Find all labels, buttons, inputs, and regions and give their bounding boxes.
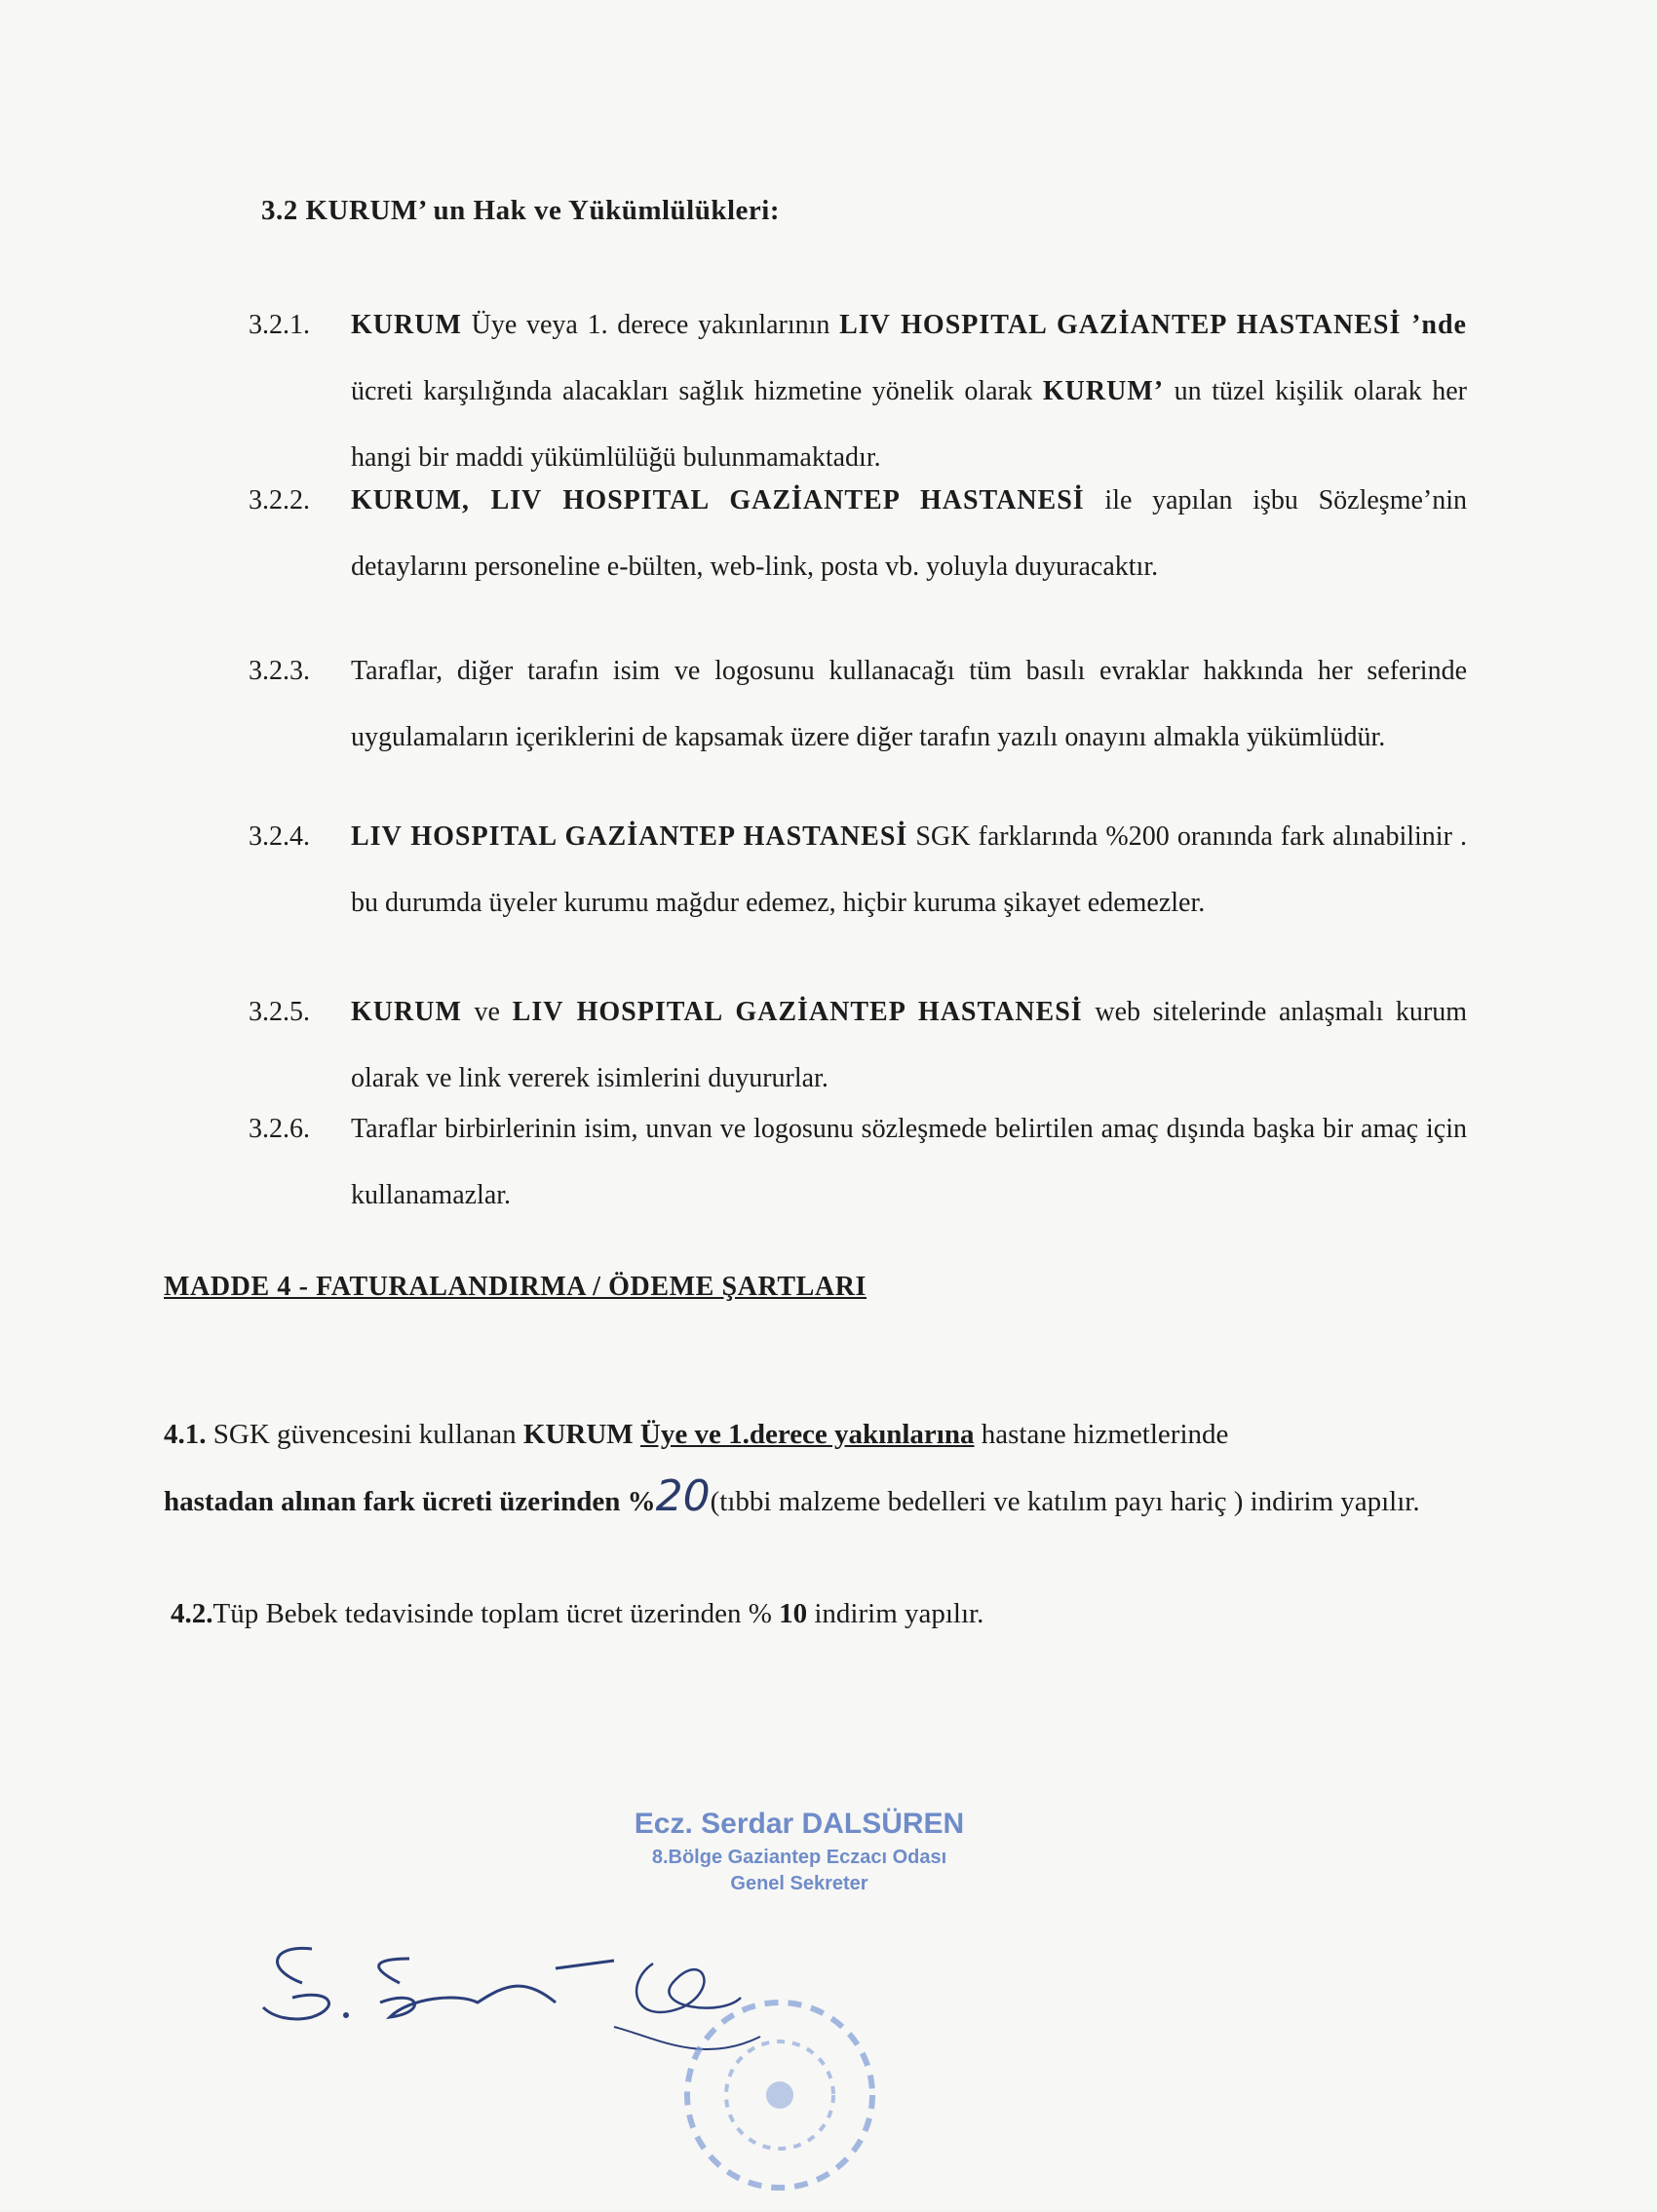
clause-number: 3.2.1. <box>249 310 310 340</box>
handwritten-percent: 20 <box>655 1471 711 1521</box>
clause-3-2-3 <box>249 638 1467 771</box>
clause-text: KURUM, LIV HOSPITAL GAZİANTEP HASTANESİ ile yapılan işbu Sözleşme’nin detaylarını personeline e-bülten, web-link, posta vb. yoluyla duyuracaktır. <box>351 485 1467 582</box>
clause-3-2-2 <box>249 468 1467 600</box>
clause-text: LIV HOSPITAL GAZİANTEP HASTANESİ SGK farklarında %200 oranında fark alınabilinir . bu durumda üyeler kurumu mağdur edemez, hiçbir kuruma şikayet edemezler. <box>351 821 1468 918</box>
madde-4-heading: MADDE 4 - FATURALANDIRMA / ÖDEME ŞARTLARI <box>164 1272 867 1302</box>
clause-3-2-6 <box>249 1096 1467 1229</box>
clause-text: Taraflar, diğer tarafın isim ve logosunu kullanacağı tüm basılı evraklar hakkında her seferinde uygulamaların içeriklerini de kapsamak üzere diğer tarafın yazılı onayını almakla yükümlüdür. <box>351 656 1467 752</box>
paragraph-4-1: 4.1. SGK güvencesini kullanan KURUM Üye ve 1.derece yakınlarına hastane hizmetlerinde hastadan alınan fark ücreti üzerinden %20(tıbbi malzeme bedelleri ve katılım payı hariç ) indirim yapılır. <box>164 1419 1420 1521</box>
section-title: 3.2 KURUM’ un Hak ve Yükümlülükleri: <box>261 195 780 226</box>
stamp-org: 8.Bölge Gaziantep Eczacı Odası <box>651 1847 947 1868</box>
clause-3-2-4 <box>249 804 1467 936</box>
clause-number: 3.2.3. <box>249 656 310 686</box>
clause-text: KURUM Üye veya 1. derece yakınlarının LIV HOSPITAL GAZİANTEP HASTANESİ ’nde ücreti karşılığında alacakları sağlık hizmetine yönelik olarak KURUM’ un tüzel kişilik olarak her hangi bir maddi yükümlülüğü bulunmamaktadır. <box>351 310 1468 473</box>
clause-text: Taraflar birbirlerinin isim, unvan ve logosunu sözleşmede belirtilen amaç dışında başka bir amaç için kullanamazlar. <box>351 1114 1467 1210</box>
clause-number: 3.2.6. <box>249 1114 310 1144</box>
round-seal <box>643 1978 916 2212</box>
clause-number: 3.2.4. <box>249 821 310 852</box>
clause-number: 3.2.5. <box>249 997 310 1027</box>
clause-3-2-5 <box>249 979 1467 1112</box>
clause-number: 3.2.2. <box>249 485 310 515</box>
official-stamp <box>595 1808 1004 1895</box>
clause-3-2-1 <box>249 292 1467 491</box>
clause-text: KURUM ve LIV HOSPITAL GAZİANTEP HASTANESİ web sitelerinde anlaşmalı kurum olarak ve link vererek isimlerini duyururlar. <box>351 997 1468 1093</box>
paragraph-4-2: 4.2.Tüp Bebek tedavisinde toplam ücret üzerinden % 10 indirim yapılır. <box>171 1598 984 1629</box>
stamp-title: Genel Sekreter <box>730 1873 868 1894</box>
stamp-name: Ecz. Serdar DALSÜREN <box>634 1808 965 1840</box>
